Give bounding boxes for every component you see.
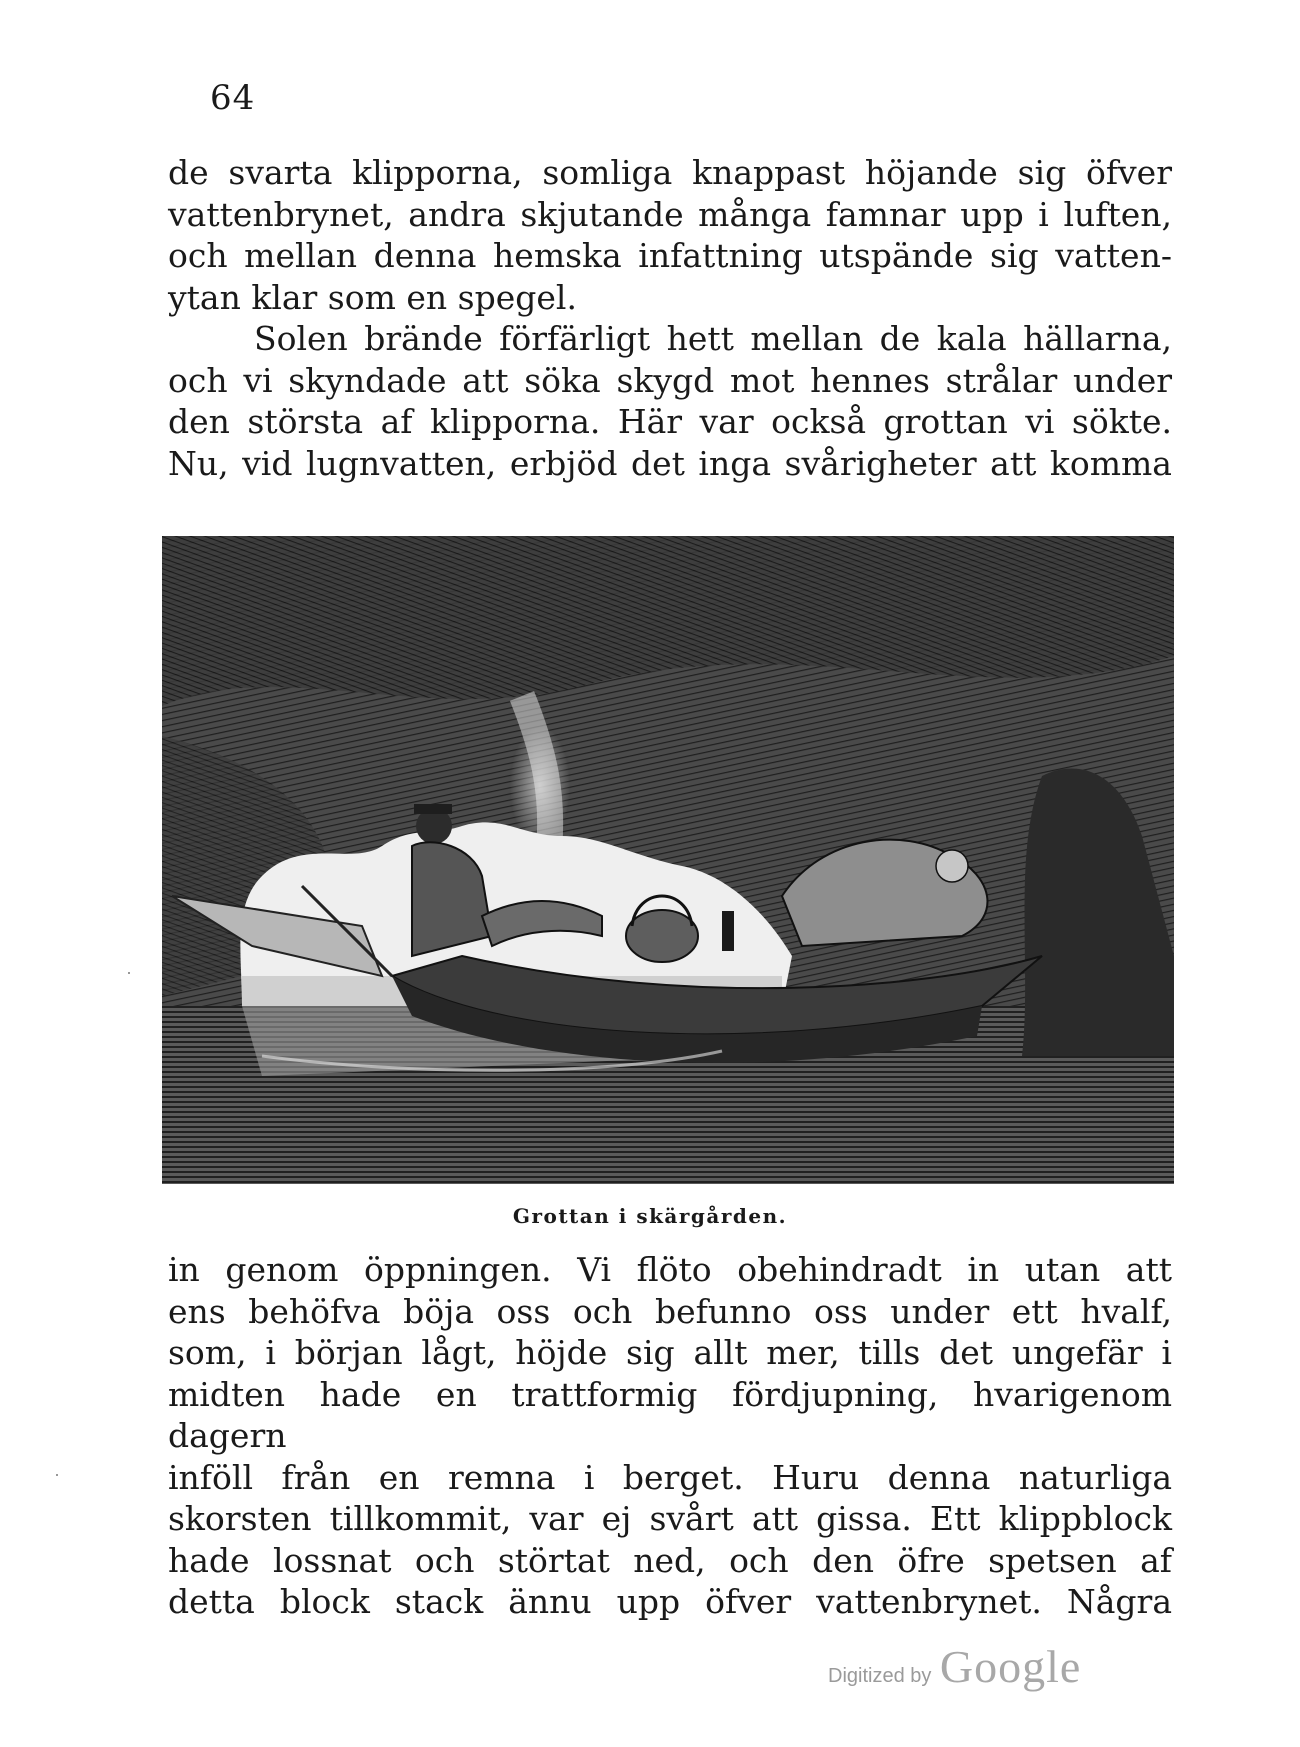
scan-speck xyxy=(56,1474,58,1476)
text-line: och mellan denna hemska infattning utspände sig vatten- xyxy=(168,236,1172,275)
text-line: skorsten tillkommit, var ej svårt att gissa. Ett klippblock xyxy=(168,1499,1172,1538)
engraving-image xyxy=(162,536,1174,1184)
google-logo: Google xyxy=(939,1641,1082,1692)
text-line: inföll från en remna i berget. Huru denna naturliga xyxy=(168,1457,1172,1497)
page-number: 64 xyxy=(210,78,256,118)
text-line: detta block stack ännu upp öfver vattenbrynet. Några xyxy=(168,1582,1172,1621)
text-line: midten hade en trattformig fördjupning, hvarigenom dagern xyxy=(168,1374,1172,1455)
digitized-by-watermark xyxy=(828,1640,1081,1693)
text-line: och vi skyndade att söka skygd mot hennes strålar under xyxy=(168,360,1172,400)
text-line: hade lossnat och störtat ned, och den öfre spetsen af xyxy=(168,1540,1172,1580)
text-line: ytan klar som en spegel. xyxy=(168,277,577,317)
scan-speck xyxy=(128,972,130,974)
illustration-caption: Grottan i skärgården. xyxy=(512,1204,788,1228)
text-block-bottom xyxy=(168,1249,1172,1623)
text-line: ens behöfva böja oss och befunno oss under ett hvalf, xyxy=(168,1291,1172,1331)
text-line: in genom öppningen. Vi flöto obehindradt in utan att xyxy=(168,1250,1172,1289)
text-line: Solen brände förfärligt hett mellan de kala hällarna, xyxy=(254,319,1172,358)
cave-boat-engraving xyxy=(162,536,1174,1184)
text-block-top xyxy=(168,152,1172,484)
text-line: Nu, vid lugnvatten, erbjöd det inga svårigheter att komma xyxy=(168,443,1172,483)
text-line: vattenbrynet, andra skjutande många famnar upp i luften, xyxy=(168,194,1172,234)
text-line: de svarta klipporna, somliga knappast höjande sig öfver xyxy=(168,153,1172,192)
text-line: som, i början lågt, höjde sig allt mer, tills det ungefär i xyxy=(168,1333,1172,1372)
digitized-by-label: Digitized by xyxy=(828,1665,932,1687)
text-line: den största af klipporna. Här var också grottan vi sökte. xyxy=(168,402,1172,441)
